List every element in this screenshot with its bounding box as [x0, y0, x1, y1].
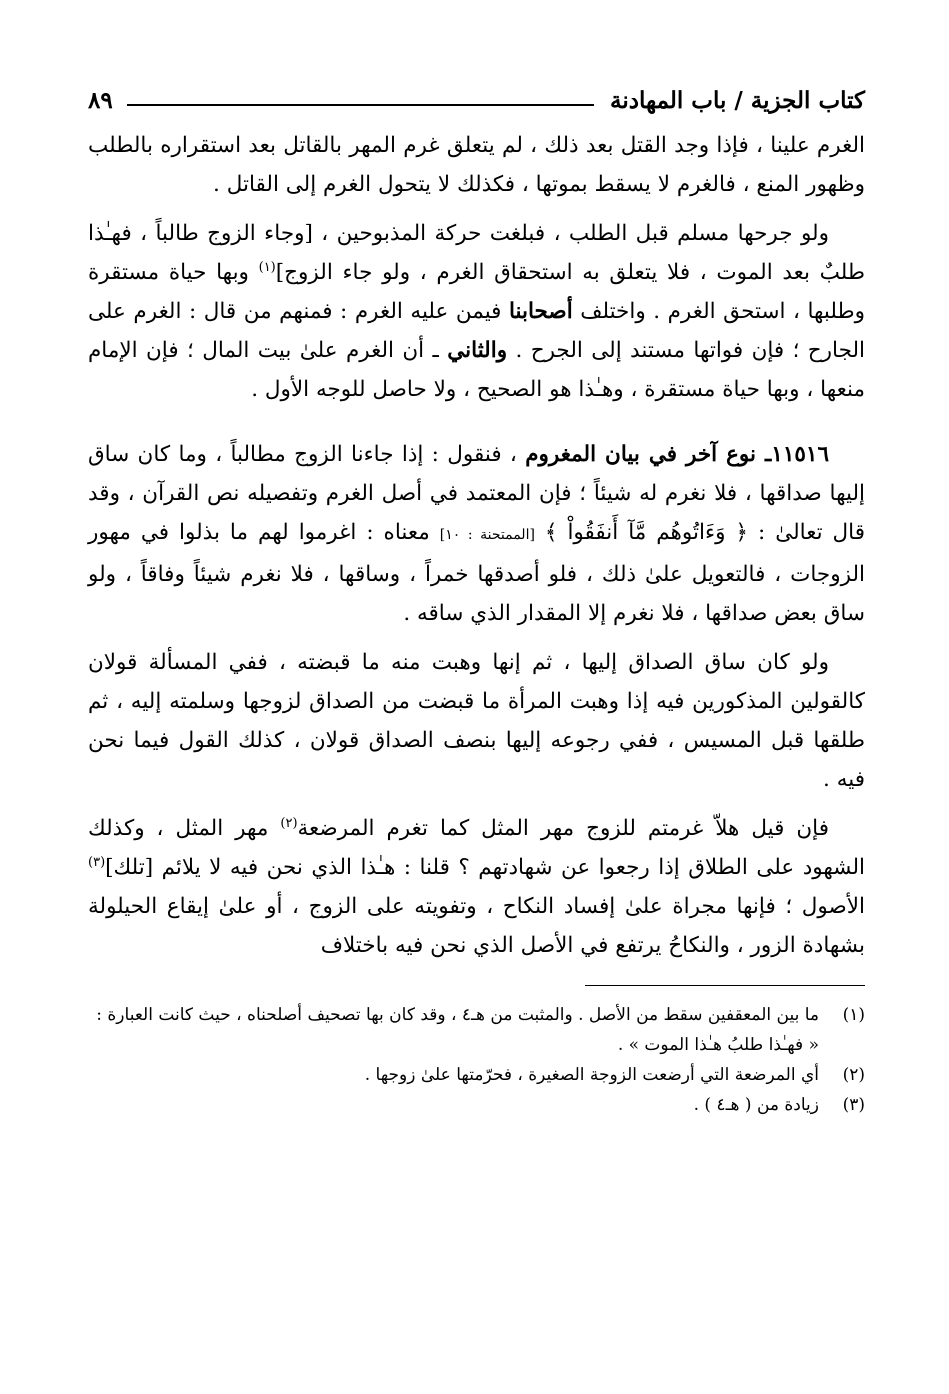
footnote-1 — [88, 1000, 865, 1060]
running-title: كتاب الجزية / باب المهادنة — [610, 87, 865, 114]
footnotes — [88, 1000, 865, 1120]
paragraph-2-bold-2: والثاني — [447, 338, 508, 363]
paragraph-2-text-a: ولو جرحها مسلم قبل الطلب ، فبلغت حركة المذبوحين ، [وجاء الزوج طالباً ، فهـٰذا طلبٌ بعد الموت ، فلا يتعلق به استحقاق الغرم ، ولو جاء الزوج] — [88, 221, 865, 285]
paragraph-4-text: ولو كان ساق الصداق إليها ، ثم إنها وهبت منه ما قبضته ، ففي المسألة قولان كالقولين المذكورين فيه إذا وهبت المرأة ما قبضت من الصداق لزوجها وسلمته إليه ، ثم طلقها قبل المسيس ، ففي رجوعه إليها بنصف الصداق قولان ، كذلك القول فيما نحن فيه . — [88, 650, 865, 792]
footnote-ref-2[interactable]: (٢) — [280, 815, 298, 831]
paragraph-3 — [88, 435, 865, 633]
footnote-2-number: (٢) — [842, 1065, 865, 1085]
footnote-3-number: (٣) — [842, 1095, 865, 1115]
paragraph-5-text-b: مهر المثل ، وكذلك الشهود على الطلاق إذا رجعوا عن شهادتهم ؟ قلنا : هـٰذا الذي نحن فيه لا يلائم [تلك] — [88, 816, 865, 880]
main-text — [88, 126, 865, 965]
paragraph-3-text-a: ، فنقول : إذا جاءنا الزوج مطالباً ، وما كان ساق إليها صداقها ، فلا نغرم له شيئاً ؛ فإن المعتمد في أصل الغرم وتفصيله نص القرآن ، وقد قال تعالىٰ : ﴿ وَءَاتُوهُم مَّآ أَنفَقُواْ ﴾ — [88, 442, 865, 545]
page-header — [88, 80, 865, 114]
paragraph-4 — [88, 643, 865, 799]
paragraph-5 — [88, 809, 865, 965]
footnote-ref-3[interactable]: (٣) — [88, 854, 106, 870]
paragraph-2-bold-1: أصحابنا — [508, 299, 573, 324]
paragraph-2-text-c: فيمن عليه الغرم : فمنهم من قال : الغرم على الجارح ؛ فإن فواتها مستند إلى الجرح . — [88, 299, 866, 363]
page-number: ٨٩ — [88, 87, 113, 114]
paragraph-2-text-b: وبها حياة مستقرة وطلبها ، استحق الغرم . واختلف — [88, 260, 865, 324]
footnote-separator — [585, 985, 865, 986]
footnote-2-text: أي المرضعة التي أرضعت الزوجة الصغيرة ، فحرّمتها علىٰ زوجها . — [364, 1065, 819, 1085]
quran-reference: [الممتحنة : ١٠] — [439, 527, 535, 543]
paragraph-3-text-b: معناه : اغرموا لهم ما بذلوا في مهور الزوجات ، فالتعويل علىٰ ذلك ، فلو أصدقها خمراً ، وساقها ، فلا نغرم شيئاً وفاقاً ، ولو ساق بعض صداقها ، فلا نغرم إلا المقدار الذي ساقه . — [88, 520, 865, 626]
footnote-3-text: زيادة من ( هـ٤ ) . — [693, 1095, 819, 1115]
section-heading-11516: ١١٥١٦ـ نوع آخر في بيان المغروم — [525, 442, 830, 467]
paragraph-1 — [88, 126, 865, 204]
paragraph-2-text-d: ـ أن الغرم علىٰ بيت المال ؛ فإن الإمام منعها ، وبها حياة مستقرة ، وهـٰذا هو الصحيح ، ولا حاصل للوجه الأول . — [88, 338, 865, 402]
footnote-1-text: ما بين المعقفين سقط من الأصل . والمثبت من هـ٤ ، وقد كان بها تصحيف أصلحناه ، حيث كانت العبارة : « فهـٰذا طلبُ هـٰذا الموت » . — [96, 1005, 819, 1055]
header-rule — [127, 104, 594, 106]
footnote-3 — [88, 1090, 865, 1120]
paragraph-5-text-a: فإن قيل هلاّ غرمتم للزوج مهر المثل كما تغرم المرضعة — [297, 816, 829, 841]
footnote-ref-1[interactable]: (١) — [258, 259, 276, 275]
paragraph-1-text: الغرم علينا ، فإذا وجد القتل بعد ذلك ، لم يتعلق غرم المهر بالقاتل بعد استقراره بالطلب وظهور المنع ، فالغرم لا يسقط بموتها ، فكذلك لا يتحول الغرم إلى القاتل . — [88, 133, 865, 197]
footnote-2 — [88, 1060, 865, 1090]
paragraph-2 — [88, 214, 865, 409]
footnote-1-number: (١) — [842, 1005, 865, 1025]
paragraph-5-text-c: الأصول ؛ فإنها مجراة علىٰ إفساد النكاح ، وتفويته على الزوج ، أو علىٰ إيقاع الحيلولة بشهادة الزور ، والنكاحُ يرتفع في الأصل الذي نحن فيه باختلاف — [88, 894, 865, 958]
